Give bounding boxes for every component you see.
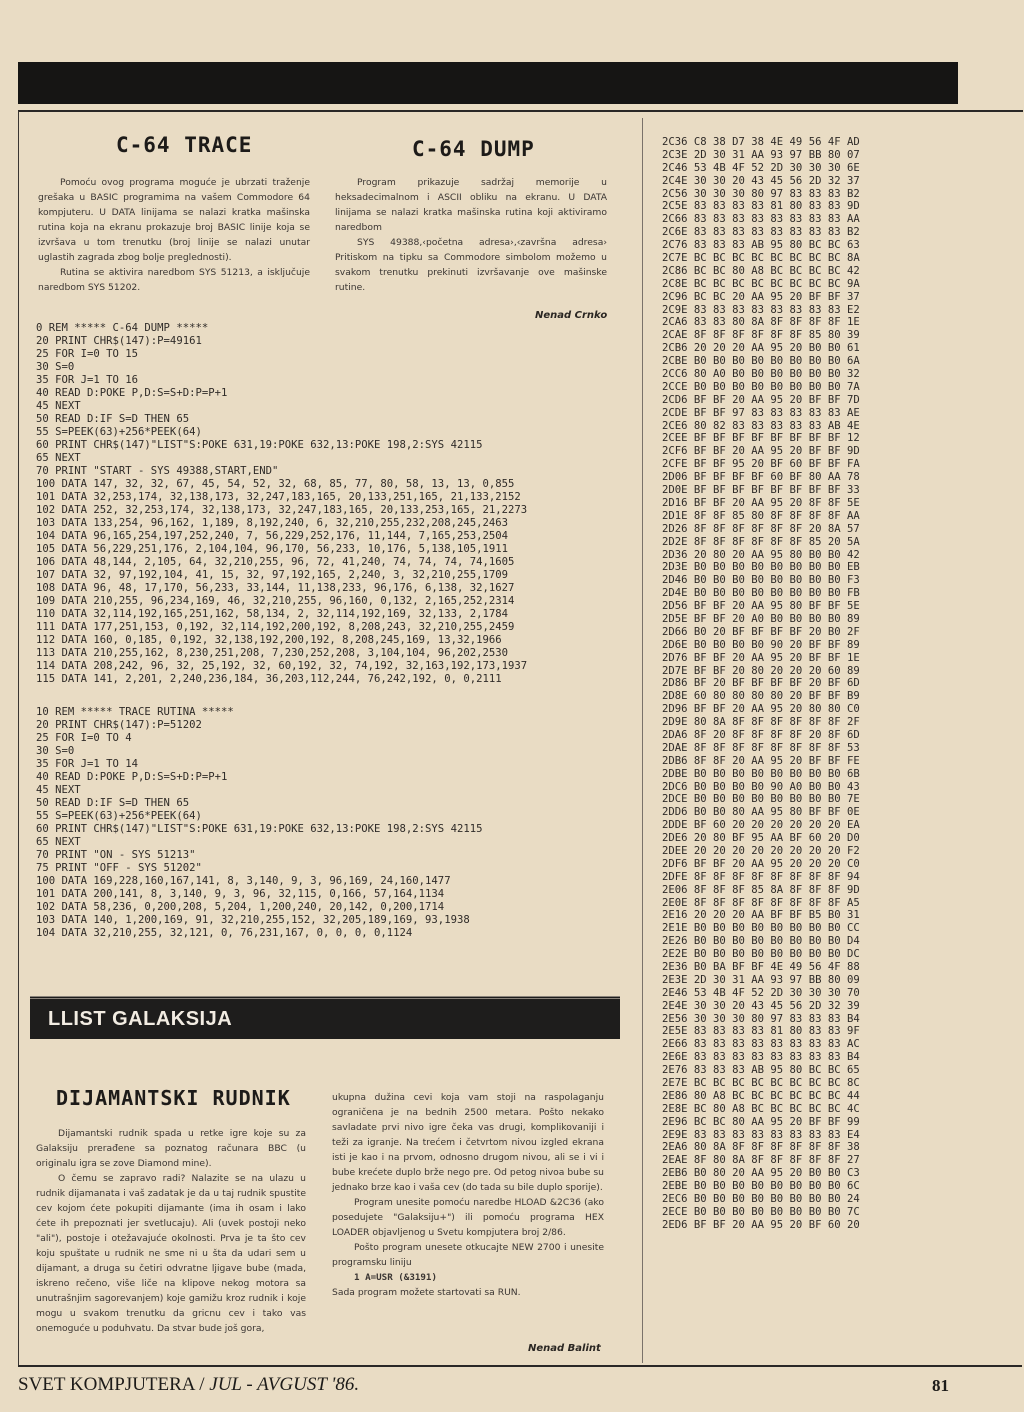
code-line: 65 NEXT [36,452,81,464]
hex-row: 2CDE BF BF 97 83 83 83 83 83 AE [662,406,860,419]
code-line: 0 REM ***** C-64 DUMP ***** [36,322,209,334]
hex-row: 2CA6 83 83 80 8A 8F 8F 8F 8F 1E [662,316,860,329]
hex-row: 2D4E B0 B0 B0 B0 B0 B0 B0 B0 FB [662,587,860,600]
code-line: 25 FOR I=0 TO 4 [36,732,132,744]
dijamantski-column-1 [36,1126,306,1336]
code-line: 107 DATA 32, 97,192,104, 41, 15, 32, 97,192,165, 2,240, 3, 32,210,255,1709 [36,569,508,581]
hex-row: 2D86 BF 20 BF BF BF BF 20 BF 6D [662,677,860,690]
c64-dump-author: Nenad Crnko [535,310,608,321]
hex-row: 2CE6 80 82 83 83 83 83 83 AB 4E [662,419,860,432]
code-line: 112 DATA 160, 0,185, 0,192, 32,138,192,200,192, 8,208,245,169, 13,32,1966 [36,634,502,646]
hex-row: 2CCE B0 B0 B0 B0 B0 B0 B0 B0 7A [662,380,860,393]
hex-row: 2C36 C8 38 D7 38 4E 49 56 4F AD [662,136,860,148]
dijamantski-paragraph: ukupna dužina cevi koja vam stoji na raspolaganju ograničena je na bednih 2500 metara. Pošto nekako savladate prvi nivo igre čeka vas drugi, komplikovaniji i teži za igranje. Na trećem i četvrtom nivou izgled ekrana isti je kao i na prvom, odnosno drugom nivou, ali se i vi i bube krećete duplo brže nego pre. Od petog nivoa bube su jednako brze kao i vaša cev (do tada su bile duplo sporije). [332,1092,604,1193]
c64-dump-paragraph: SYS 49388,‹početna adresa›,‹završna adresa› Pritiskom na tipku sa Commodore simbolom možemo u svakom trenutku prekinuti izvršavanje ove mašinske rutine. [335,237,607,293]
hex-row: 2E7E BC BC BC BC BC BC BC BC 8C [662,1077,860,1090]
code-line: 40 READ D:POKE P,D:S=S+D:P=P+1 [36,771,228,783]
c64-trace-listing [36,706,482,940]
c64-dump-text [335,175,607,295]
code-line: 114 DATA 208,242, 96, 32, 25,192, 32, 60,192, 32, 74,192, 32,163,192,173,1937 [36,660,528,672]
footer-issue: JUL - AVGUST '86. [209,1374,360,1395]
hex-row: 2CB6 20 20 20 AA 95 20 B0 B0 61 [662,342,860,355]
hex-row: 2E46 53 4B 4F 52 2D 30 30 30 70 [662,986,860,999]
c64-trace-paragraph: Rutina se aktivira naredbom SYS 51213, a isključuje naredbom SYS 51202. [38,267,310,293]
hex-row: 2DB6 8F 8F 20 AA 95 20 BF BF FE [662,754,860,767]
hex-row: 2C8E BC BC BC BC BC BC BC BC 9A [662,277,860,290]
dijamantski-paragraph: Program unesite pomoću naredbe HLOAD &2C36 (ako posedujete "Galaksiju+") ili pomoću programa HEX LOADER objavljenog u Svetu kompjutera broj 2/86. [332,1197,604,1238]
hex-row: 2D5E BF BF 20 A0 B0 B0 B0 B0 89 [662,612,860,625]
hex-row: 2CAE 8F 8F 8F 8F 8F 8F 85 80 39 [662,329,860,342]
hex-row: 2C76 83 83 83 AB 95 80 BC BC 63 [662,239,860,252]
hex-row: 2E0E 8F 8F 8F 8F 8F 8F 8F 8F A5 [662,896,860,909]
c64-trace-title: C-64 TRACE [116,133,253,157]
hex-row: 2EA6 80 8A 8F 8F 8F 8F 8F 8F 38 [662,1141,860,1154]
hex-row: 2DEE 20 20 20 20 20 20 20 20 F2 [662,844,860,857]
hex-row: 2E9E 83 83 83 83 83 83 83 83 E4 [662,1128,860,1141]
hex-row: 2C9E 83 83 83 83 83 83 83 83 E2 [662,303,860,316]
code-line: 102 DATA 58,236, 0,200,208, 5,204, 1,200,240, 20,142, 0,200,1714 [36,901,445,913]
hex-row: 2E36 B0 BA BF BF 4E 49 56 4F 88 [662,961,860,973]
hex-row: 2E2E B0 B0 B0 B0 B0 B0 B0 B0 DC [662,948,860,961]
code-line: 60 PRINT CHR$(147)"LIST"S:POKE 631,19:POKE 632,13:POKE 198,2:SYS 42115 [36,439,483,451]
code-line: 111 DATA 177,251,153, 0,192, 32,114,192,200,192, 8,208,243, 32,210,255,2459 [36,621,515,633]
code-line: 20 PRINT CHR$(147):P=51202 [36,719,202,731]
hex-row: 2E16 20 20 20 AA BF BF B5 B0 31 [662,909,860,922]
hex-row: 2E96 BC BC 80 AA 95 20 BF BF 99 [662,1115,860,1128]
code-line: 115 DATA 141, 2,201, 2,240,236,184, 36,203,112,244, 76,242,192, 0, 0,2111 [36,673,502,685]
code-line: 113 DATA 210,255,162, 8,230,251,208, 7,230,252,208, 3,104,104, 96,202,2530 [36,647,508,659]
c64-dump-listing [36,322,527,686]
code-line: 35 FOR J=1 TO 14 [36,758,139,770]
code-line: 10 REM ***** TRACE RUTINA ***** [36,706,234,718]
c64-trace-paragraph: Pomoću ovog programa moguće je ubrzati traženje grešaka u BASIC programima na vašem Commodore 64 kompjuteru. U DATA linijama se nalazi kratka mašinska rutina koja na ekranu prokazuje broj BASIC linije koja se izvršava u tom trenutku (broj linije se nalazi unutar uglastih zagrada zbog bolje preglednosti). [38,177,310,263]
code-line: 40 READ D:POKE P,D:S=S+D:P=P+1 [36,387,228,399]
hex-row: 2DCE B0 B0 B0 B0 B0 B0 B0 B0 7E [662,793,860,806]
code-line: 100 DATA 147, 32, 32, 67, 45, 54, 52, 32, 68, 85, 77, 80, 58, 13, 13, 0,855 [36,478,515,490]
hex-row: 2E4E 30 30 20 43 45 56 2D 32 39 [662,999,860,1012]
code-line: 50 READ D:IF S=D THEN 65 [36,413,190,425]
code-line: 45 NEXT [36,400,81,412]
hex-row: 2DF6 BF BF 20 AA 95 20 20 20 C0 [662,857,860,870]
code-line: 70 PRINT "ON - SYS 51213" [36,849,196,861]
hex-row: 2E1E B0 B0 B0 B0 B0 B0 B0 B0 CC [662,922,860,935]
dijamantski-paragraph: Sada program možete startovati sa RUN. [332,1287,521,1298]
hex-row: 2DBE B0 B0 B0 B0 B0 B0 B0 B0 6B [662,767,860,780]
hex-row: 2E5E 83 83 83 83 81 80 83 83 9F [662,1025,860,1038]
hex-row: 2D26 8F 8F 8F 8F 8F 8F 20 8A 57 [662,522,860,535]
hex-row: 2C66 83 83 83 83 83 83 83 83 AA [662,213,860,226]
hex-row: 2DAE 8F 8F 8F 8F 8F 8F 8F 8F 53 [662,741,860,754]
hex-row: 2DE6 20 80 BF 95 AA BF 60 20 D0 [662,832,860,845]
code-line: 75 PRINT "OFF - SYS 51202" [36,862,202,874]
code-line: 50 READ D:IF S=D THEN 65 [36,797,190,809]
code-line: 65 NEXT [36,836,81,848]
page-number: 81 [932,1376,949,1395]
hex-row: 2D06 BF BF BF BF 60 BF 80 AA 78 [662,471,860,484]
hex-row: 2D8E 60 80 80 80 80 20 BF BF B9 [662,690,860,703]
hex-row: 2D1E 8F 8F 85 80 8F 8F 8F 8F AA [662,509,860,522]
hex-row: 2D96 BF BF 20 AA 95 20 80 80 C0 [662,703,860,716]
code-line: 110 DATA 32,114,192,165,251,162, 58,134, 2, 32,114,192,169, 32,133, 2,1784 [36,608,508,620]
c64-dump-title: C-64 DUMP [412,137,535,161]
hex-row: 2DA6 8F 20 8F 8F 8F 8F 20 8F 6D [662,728,860,741]
code-line: 105 DATA 56,229,251,176, 2,104,104, 96,170, 56,233, 10,176, 5,138,105,1911 [36,543,508,555]
column-divider [642,118,643,1363]
dijamantski-paragraph: O čemu se zapravo radi? Nalazite se na ulazu u rudnik dijamanata i vaš zadatak je da u taj rudnik spustite cev kojom ćete pokupiti dijamante (ima ih osam i lako ćete ih prepoznati jer svetlucaju). Ali (uvek postoji neko "ali"), postoje i otežavajuće okolnosti. Prva je ta što cev koju spuštate u rudnik ne sme ni u šta da udari sem u dijamant, a druga su četiri odvratne ljigave bube (mada, iskreno rečeno, više liče na klipove nekog motora sa unutrašnjim sagorevanjem) koje gamižu kroz rudnik i koje mogu u svakom trenutku da gricnu cev i tako vas onemoguće u poduhvatu. Da stvar bude još gora, [36,1173,306,1334]
dijamantski-code-line: 1 A=USR (&3191) [354,1272,437,1283]
footer-magazine-name: SVET KOMPJUTERA / [18,1374,205,1395]
hex-row: 2C86 BC BC 80 A8 BC BC BC BC 42 [662,264,860,277]
code-line: 108 DATA 96, 48, 17,170, 56,233, 33,144, 11,138,233, 96,176, 6,138, 32,1627 [36,582,515,594]
hex-row: 2CF6 BF BF 20 AA 95 20 BF BF 9D [662,445,860,458]
hex-row: 2E26 B0 B0 B0 B0 B0 B0 B0 B0 D4 [662,935,860,948]
code-line: 30 S=0 [36,745,75,757]
footer-rule [18,1365,1022,1367]
galaksija-hex-dump [662,136,860,1232]
code-line: 104 DATA 96,165,254,197,252,240, 7, 56,229,252,176, 11,144, 7,165,253,2504 [36,530,508,542]
hex-row: 2DFE 8F 8F 8F 8F 8F 8F 8F 8F 94 [662,870,860,883]
code-line: 103 DATA 133,254, 96,162, 1,189, 8,192,240, 6, 32,210,255,232,208,245,2463 [36,517,508,529]
code-line: 20 PRINT CHR$(147):P=49161 [36,335,202,347]
hex-row: 2C96 BC BC 20 AA 95 20 BF BF 37 [662,290,860,303]
code-line: 104 DATA 32,210,255, 32,121, 0, 76,231,167, 0, 0, 0, 0,1124 [36,927,413,939]
hex-row: 2ECE B0 B0 B0 B0 B0 B0 B0 B0 7C [662,1205,860,1218]
hex-row: 2D56 BF BF 20 AA 95 80 BF BF 5E [662,600,860,613]
hex-row: 2D46 B0 B0 B0 B0 B0 B0 B0 B0 F3 [662,574,860,587]
hex-row: 2E86 80 A8 BC BC BC BC BC BC 44 [662,1089,860,1102]
hex-row: 2EC6 B0 B0 B0 B0 B0 B0 B0 B0 24 [662,1193,860,1206]
hex-row: 2D16 BF BF 20 AA 95 20 8F 8F 5E [662,496,860,509]
hex-row: 2C7E BC BC BC BC BC BC BC BC 8A [662,252,860,265]
code-line: 106 DATA 48,144, 2,105, 64, 32,210,255, 96, 72, 41,240, 74, 74, 74, 74,1605 [36,556,515,568]
header-bar [18,62,958,104]
hex-row: 2C6E 83 83 83 83 83 83 83 83 B2 [662,226,860,239]
hex-row: 2C3E 2D 30 31 AA 93 97 BB 80 07 [662,148,860,161]
code-line: 101 DATA 32,253,174, 32,138,173, 32,247,183,165, 20,133,251,165, 21,133,2152 [36,491,521,503]
hex-row: 2EBE B0 B0 B0 B0 B0 B0 B0 B0 6C [662,1180,860,1193]
hex-row: 2D66 B0 20 BF BF BF BF 20 B0 2F [662,625,860,638]
hex-row: 2ED6 BF BF 20 AA 95 20 BF 60 20 [662,1218,860,1231]
code-line: 35 FOR J=1 TO 16 [36,374,139,386]
hex-row: 2DC6 B0 B0 B0 B0 90 A0 B0 B0 43 [662,780,860,793]
code-line: 101 DATA 200,141, 8, 3,140, 9, 3, 96, 32,115, 0,166, 57,164,1134 [36,888,445,900]
hex-row: 2E66 83 83 83 83 83 83 83 83 AC [662,1038,860,1051]
hex-row: 2E3E 2D 30 31 AA 93 97 BB 80 09 [662,973,860,986]
hex-row: 2D2E 8F 8F 8F 8F 8F 8F 85 20 5A [662,535,860,548]
code-line: 109 DATA 210,255, 96,234,169, 46, 32,210,255, 96,160, 0,132, 2,165,252,2314 [36,595,515,607]
hex-row: 2C5E 83 83 83 83 81 80 83 83 9D [662,200,860,213]
hex-row: 2C56 30 30 30 80 97 83 83 83 B2 [662,187,860,200]
code-line: 103 DATA 140, 1,200,169, 91, 32,210,255,152, 32,205,189,169, 93,1938 [36,914,470,926]
hex-row: 2E6E 83 83 83 83 83 83 83 83 B4 [662,1051,860,1064]
hex-row: 2E76 83 83 83 AB 95 80 BC BC 65 [662,1064,860,1077]
code-line: 60 PRINT CHR$(147)"LIST"S:POKE 631,19:POKE 632,13:POKE 198,2:SYS 42115 [36,823,483,835]
hex-row: 2D3E B0 B0 B0 B0 B0 B0 B0 B0 EB [662,561,860,574]
hex-row: 2EAE 8F 80 8A 8F 8F 8F 8F 8F 27 [662,1154,860,1167]
hex-row: 2CC6 80 A0 B0 B0 B0 B0 B0 B0 32 [662,368,860,381]
hex-row: 2CFE BF BF 95 20 BF 60 BF BF FA [662,458,860,471]
hex-row: 2D9E 80 8A 8F 8F 8F 8F 8F 8F 2F [662,716,860,729]
hex-row: 2CBE B0 B0 B0 B0 B0 B0 B0 B0 6A [662,355,860,368]
dijamantski-column-2 [332,1090,604,1300]
hex-row: 2D36 20 80 20 AA 95 80 B0 B0 42 [662,548,860,561]
hex-row: 2E56 30 30 30 80 97 83 83 83 B4 [662,1012,860,1025]
hex-row: 2D0E BF BF BF BF BF BF BF BF 33 [662,484,860,497]
footer-magazine [18,1374,359,1396]
hex-row: 2DDE BF 60 20 20 20 20 20 20 EA [662,819,860,832]
hex-row: 2DD6 B0 B0 80 AA 95 80 BF BF 0E [662,806,860,819]
hex-row: 2CEE BF BF BF BF BF BF BF BF 12 [662,432,860,445]
dijamantski-author: Nenad Balint [528,1343,601,1354]
hex-row: 2CD6 BF BF 20 AA 95 20 BF BF 7D [662,393,860,406]
section-banner [30,996,620,1039]
code-line: 70 PRINT "START - SYS 49388,START,END" [36,465,279,477]
code-line: 55 S=PEEK(63)+256*PEEK(64) [36,426,202,438]
hex-row: 2EB6 B0 80 20 AA 95 20 B0 B0 C3 [662,1167,860,1180]
code-line: 30 S=0 [36,361,75,373]
dijamantski-title: DIJAMANTSKI RUDNIK [56,1086,291,1110]
hex-row: 2D76 BF BF 20 AA 95 20 BF BF 1E [662,651,860,664]
code-line: 100 DATA 169,228,160,167,141, 8, 3,140, 9, 3, 96,169, 24,160,1477 [36,875,451,887]
hex-row: 2E06 8F 8F 8F 85 8A 8F 8F 8F 9D [662,883,860,896]
code-line: 55 S=PEEK(63)+256*PEEK(64) [36,810,202,822]
hex-row: 2D6E B0 B0 B0 B0 90 20 BF BF 89 [662,638,860,651]
code-line: 102 DATA 252, 32,253,174, 32,138,173, 32,247,183,165, 20,133,253,165, 21,2273 [36,504,528,516]
section-banner-label: LLIST GALAKSIJA [48,1008,233,1030]
hex-row: 2D7E BF BF 20 80 20 20 20 60 89 [662,664,860,677]
c64-trace-text [38,175,310,295]
hex-row: 2C46 53 4B 4F 52 2D 30 30 30 6E [662,161,860,174]
dijamantski-paragraph: Dijamantski rudnik spada u retke igre koje su za Galaksiju prerađene sa poznatog računara BBC (u originalu igra se zove Diamond mine). [36,1128,306,1169]
code-line: 25 FOR I=0 TO 15 [36,348,139,360]
hex-row: 2C4E 30 30 20 43 45 56 2D 32 37 [662,174,860,187]
dijamantski-paragraph: Pošto program unesete otkucajte NEW 2700 i unesite programsku liniju [332,1242,604,1268]
hex-row: 2E8E BC 80 A8 BC BC BC BC BC 4C [662,1102,860,1115]
c64-dump-paragraph: Program prikazuje sadržaj memorije u heksadecimalnom i ASCII obliku na ekranu. U DATA linijama se nalazi kratka mašinska rutina koji aktiviramo naredbom [335,177,607,233]
code-line: 45 NEXT [36,784,81,796]
